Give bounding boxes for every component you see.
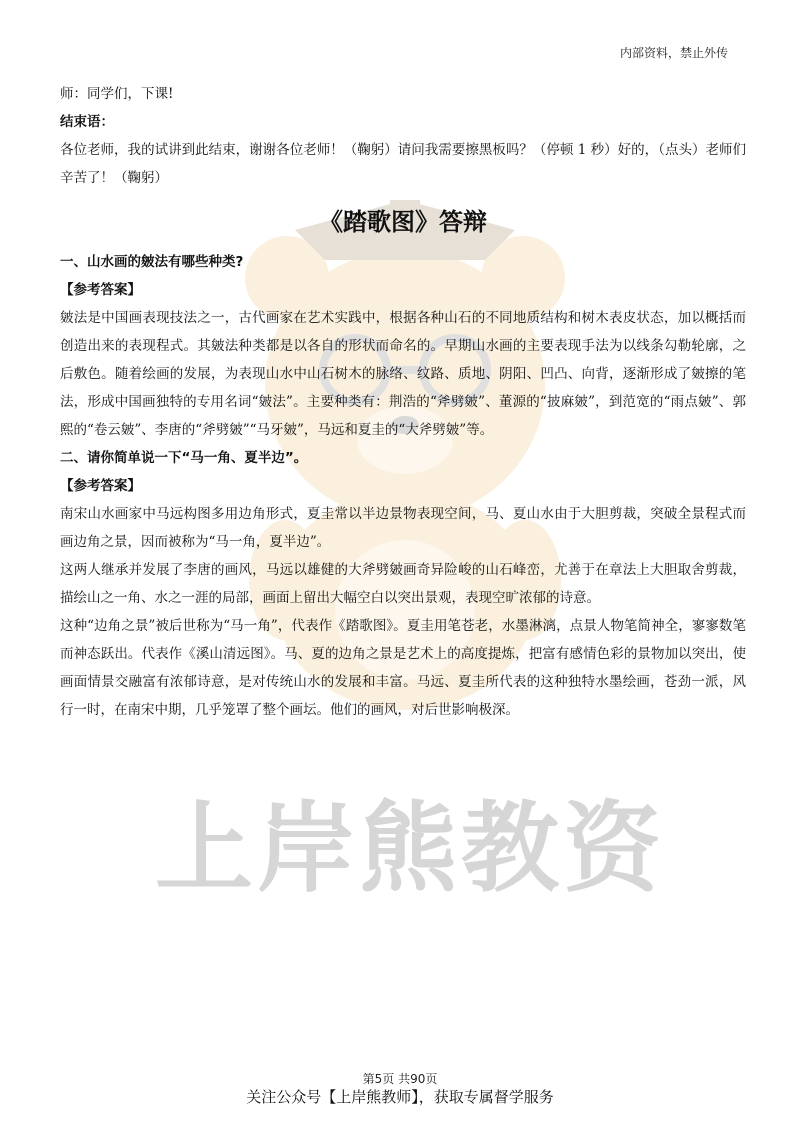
answer-paragraph: 这两人继承并发展了李唐的画风，马远以雄健的大斧劈皴画奇异险峻的山石峰峦，尤善于在章法上大胆取舍剪裁，描绘山之一角、水之一涯的局部，画面上留出大幅空白以突出景观，表现空旷浓郁的诗意。 <box>60 562 746 606</box>
answer-paragraph: 皴法是中国画表现技法之一，古代画家在艺术实践中，根据各种山石的不同地质结构和树木表皮状态，加以概括而创造出来的表现程式。其皴法种类都是以各自的形状而命名的。早期山水画的主要表现手法为以线条勾勒轮廓，之后敷色。随着绘画的发展，为表现山水中山石树木的脉络、纹路、质地、阴阳、凹凸、向背，逐渐形成了皴擦的笔法，形成中国画独特的专用名词“皴法”。主要种类有：荆浩的“斧劈皴”、董源的“披麻皴”，到范宽的“雨点皴”、郭熙的“卷云皴”、李唐的“斧劈皴”“马牙皴”，马远和夏圭的“大斧劈皴”等。 <box>60 310 746 438</box>
answer-label: 【参考答案】 <box>60 282 141 298</box>
question-heading: 一、山水画的皴法有哪些种类? <box>60 254 244 270</box>
footer-promo: 关注公众号【上岸熊教师】，获取专属督学服务 <box>246 1088 554 1106</box>
section-title: 《踏歌图》答辩 <box>319 208 487 236</box>
closing-text: 各位老师，我的试讲到此结束，谢谢各位老师！（鞠躬）请问我需要擦黑板吗？（停顿 1 秒）好的，（点头）老师们辛苦了！（鞠躬） <box>60 142 746 186</box>
watermark-text: 上岸熊教资 <box>154 792 665 906</box>
dialogue-line: 师：同学们，下课! <box>60 86 174 102</box>
answer-paragraph: 南宋山水画家中马远构图多用边角形式，夏圭常以半边景物表现空间，马、夏山水由于大胆剪裁，突破全景程式而画边角之景，因而被称为“马一角，夏半边”。 <box>60 506 746 550</box>
page-number: 第5页 共90页 <box>362 1072 438 1086</box>
closing-label: 结束语： <box>60 114 114 130</box>
answer-label: 【参考答案】 <box>60 478 141 494</box>
header-confidential-note: 内部资料，禁止外传 <box>619 46 728 60</box>
document-body <box>60 80 746 724</box>
answer-paragraph: 这种“边角之景”被后世称为“马一角”，代表作《踏歌图》。夏圭用笔苍老，水墨淋漓，点景人物笔简神全，寥寥数笔而神态跃出。代表作《溪山清远图》。马、夏的边角之景是艺术上的高度提炼，把富有感情色彩的景物加以突出，使画面情景交融富有浓郁诗意，是对传统山水的发展和丰富。马远、夏圭所代表的这种独特水墨绘画，苍劲一派，风行一时，在南宋中期，几乎笼罩了整个画坛。他们的画风，对后世影响极深。 <box>60 618 746 718</box>
question-heading: 二、请你简单说一下“马一角、夏半边”。 <box>60 450 308 466</box>
